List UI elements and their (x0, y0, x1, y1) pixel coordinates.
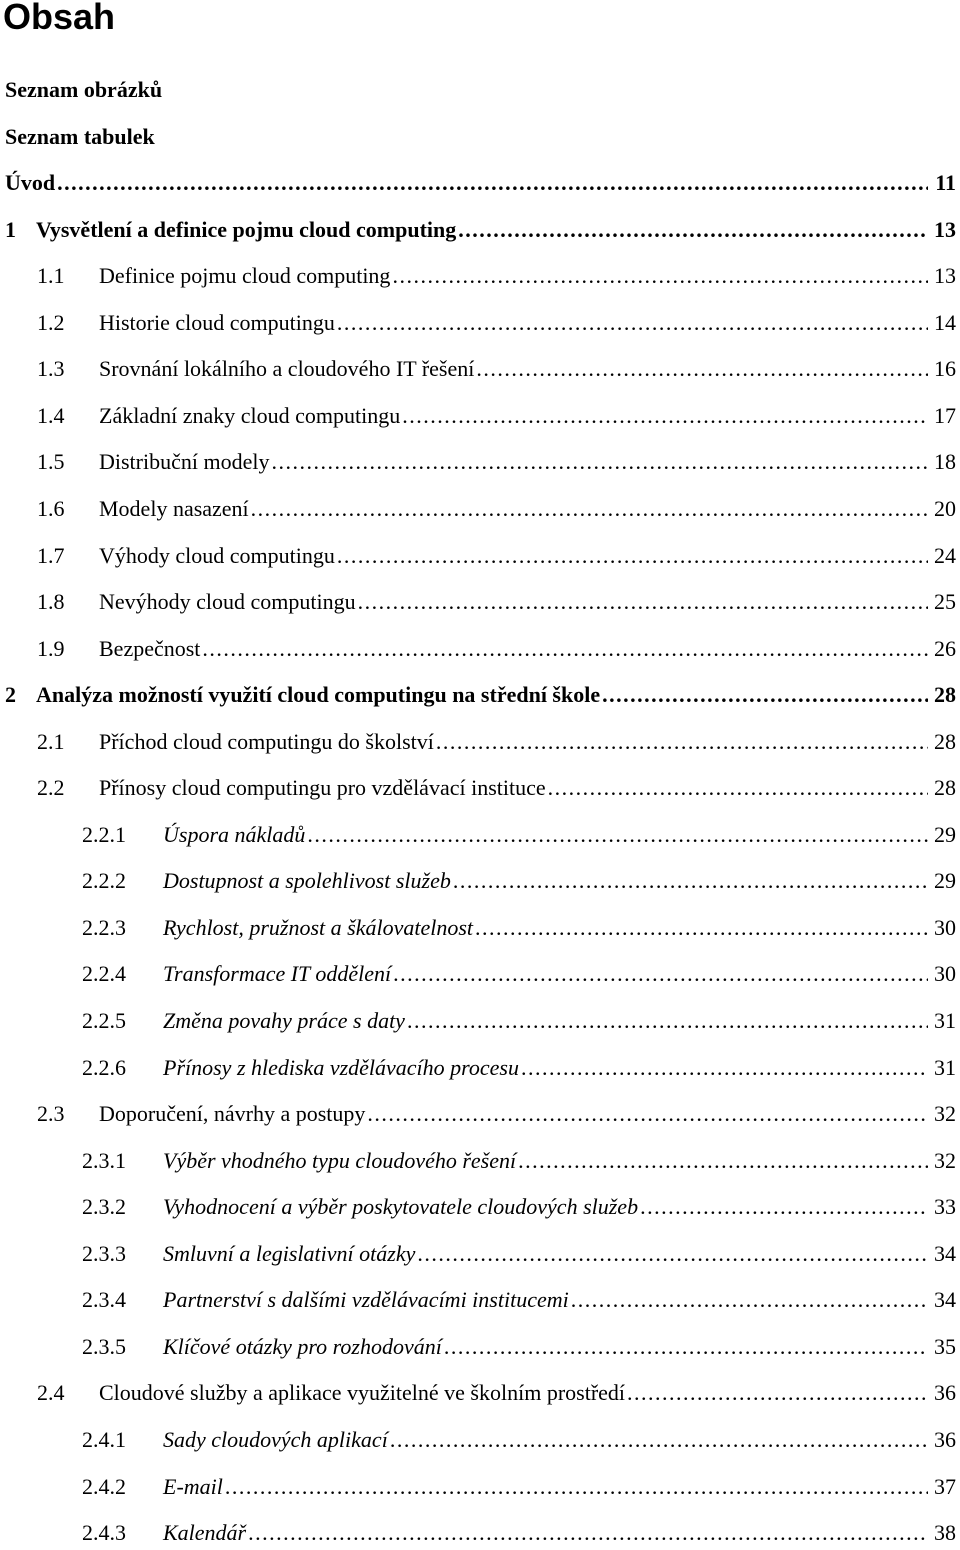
toc-dot-leader (393, 958, 928, 990)
toc-entry-number: 2.3.4 (82, 1287, 126, 1313)
toc-entry-title: Úspora nákladů (163, 821, 306, 847)
toc-page-number: 14 (934, 309, 956, 335)
toc-entry-title: Nevýhody cloud computingu (99, 589, 356, 615)
toc-dot-leader (417, 1238, 928, 1270)
toc-entry-title: Přínosy cloud computingu pro vzdělávací instituce (99, 775, 546, 801)
toc-dot-leader (518, 1145, 928, 1177)
toc-entry-number: 2.2 (37, 775, 65, 801)
toc-page-number: 33 (934, 1194, 956, 1220)
toc-entry-title: Úvod (5, 170, 56, 196)
toc-page-number: 13 (934, 263, 956, 289)
toc-entry-number: 2.3.3 (82, 1240, 126, 1266)
toc-entry-number: 2.2.3 (82, 914, 126, 940)
toc-entry[interactable] (0, 1284, 956, 1316)
toc-page-number: 29 (934, 821, 956, 847)
toc-page-number: 35 (934, 1333, 956, 1359)
toc-entry-title: Dostupnost a spolehlivost služeb (163, 868, 451, 894)
toc-entry[interactable] (0, 121, 956, 153)
toc-entry[interactable] (0, 214, 956, 246)
toc-page-number: 34 (934, 1240, 956, 1266)
page-title: Obsah (3, 0, 116, 37)
toc-entry-title: E-mail (163, 1473, 223, 1499)
toc-dot-leader (571, 1284, 928, 1316)
toc-page-number: 29 (934, 868, 956, 894)
toc-dot-leader (627, 1377, 928, 1409)
toc-entry[interactable] (0, 958, 956, 990)
toc-dot-leader (476, 353, 928, 385)
toc-entry-number: 2.3.1 (82, 1147, 126, 1173)
toc-dot-leader (358, 586, 928, 618)
toc-dot-leader (337, 307, 928, 339)
toc-entry-number: 1.8 (37, 589, 65, 615)
toc-entry-number: 1.1 (37, 263, 65, 289)
toc-page-number: 31 (934, 1008, 956, 1033)
toc-page-number: 24 (934, 542, 956, 568)
toc-entry[interactable] (0, 1331, 956, 1363)
toc-page-number: 30 (934, 914, 956, 940)
toc-entry[interactable] (0, 353, 956, 385)
toc-entry-title: Analýza možností využití cloud computingu na střední škole (36, 682, 601, 708)
toc-dot-leader (548, 772, 928, 804)
toc-entry[interactable] (0, 1052, 956, 1084)
toc-entry-number: 2.3.2 (82, 1194, 126, 1220)
toc-dot-leader (475, 912, 928, 944)
toc-entry-number: 1.6 (37, 495, 65, 521)
toc-entry[interactable] (0, 1238, 956, 1270)
toc-entry-title: Změna povahy práce s daty (163, 1008, 405, 1033)
toc-page-number: 26 (934, 635, 956, 661)
toc-dot-leader (251, 493, 928, 525)
toc-entry[interactable] (0, 493, 956, 525)
toc-entry-title: Definice pojmu cloud computing (99, 263, 391, 289)
toc-page-number: 28 (934, 775, 956, 801)
toc-page-number: 16 (934, 356, 956, 382)
toc-entry-number: 2.2.5 (82, 1008, 126, 1033)
toc-entry[interactable] (0, 167, 956, 199)
toc-entry-title: Bezpečnost (99, 635, 201, 661)
toc-dot-leader (248, 1517, 928, 1549)
toc-entry[interactable] (0, 586, 956, 618)
toc-page-number: 32 (934, 1101, 956, 1127)
toc-entry[interactable] (0, 307, 956, 339)
toc-entry[interactable] (0, 1517, 956, 1549)
toc-entry-title: Historie cloud computingu (99, 309, 335, 335)
toc-page-number: 36 (934, 1426, 956, 1452)
toc-dot-leader (640, 1191, 928, 1223)
toc-page-number: 28 (934, 728, 956, 754)
toc-entry-number: 1 (5, 216, 16, 242)
toc-entry[interactable] (0, 633, 956, 665)
toc-page-number: 31 (934, 1054, 956, 1080)
toc-page-number: 38 (934, 1520, 956, 1546)
toc-entry-number: 2.2.4 (82, 961, 126, 987)
toc-entry-title: Přínosy z hlediska vzdělávacího procesu (163, 1054, 519, 1080)
toc-entry-number: 2.4 (37, 1380, 65, 1406)
toc-entry-title: Vyhodnocení a výběr poskytovatele cloudových služeb (163, 1194, 639, 1220)
toc-dot-leader (444, 1331, 928, 1363)
toc-dot-leader (390, 1424, 928, 1456)
toc-dot-leader (602, 679, 928, 711)
toc-dot-leader (458, 214, 928, 246)
toc-entry[interactable] (0, 726, 956, 758)
toc-entry[interactable] (0, 912, 956, 944)
toc-entry[interactable] (0, 400, 956, 432)
toc-entry-number: 2.2.2 (82, 868, 126, 894)
toc-entry-number: 1.5 (37, 449, 65, 475)
toc-entry-number: 2 (5, 682, 16, 708)
toc-entry[interactable] (0, 446, 956, 478)
toc-entry-title: Klíčové otázky pro rozhodování (163, 1333, 442, 1359)
toc-entry[interactable] (0, 819, 956, 851)
toc-entry[interactable] (0, 1377, 956, 1409)
toc-entry[interactable] (0, 772, 956, 804)
toc-entry-title: Modely nasazení (99, 495, 249, 521)
toc-entry-title: Srovnání lokálního a cloudového IT řešení (99, 356, 475, 382)
toc-dot-leader (337, 540, 928, 572)
toc-dot-leader (271, 446, 928, 478)
toc-dot-leader (407, 1005, 928, 1037)
toc-page-number: 25 (934, 589, 956, 615)
toc-entry-title: Cloudové služby a aplikace využitelné ve školním prostředí (99, 1380, 626, 1406)
toc-entry-number: 2.1 (37, 728, 65, 754)
toc-page-number: 34 (934, 1287, 956, 1313)
toc-dot-leader (521, 1052, 928, 1084)
toc-dot-leader (453, 865, 928, 897)
toc-entry-number: 2.2.1 (82, 821, 126, 847)
toc-entry[interactable] (0, 1145, 956, 1177)
toc-entry[interactable] (0, 1191, 956, 1223)
toc-entry[interactable] (0, 679, 956, 711)
toc-entry-number: 2.2.6 (82, 1054, 126, 1080)
toc-entry-title: Doporučení, návrhy a postupy (99, 1101, 366, 1127)
toc-page-number: 20 (934, 495, 956, 521)
toc-entry-number: 2.4.1 (82, 1426, 126, 1452)
toc-entry-title: Kalendář (163, 1520, 247, 1546)
toc-entry[interactable] (0, 1098, 956, 1130)
toc-entry-title: Seznam obrázků (5, 77, 163, 102)
toc-dot-leader (402, 400, 928, 432)
toc-entry-title: Transformace IT oddělení (163, 961, 392, 987)
toc-page-number: 32 (934, 1147, 956, 1173)
toc-entry-number: 1.9 (37, 635, 65, 661)
toc-entry-title: Rychlost, pružnost a škálovatelnost (163, 914, 474, 940)
toc-entry-number: 1.2 (37, 309, 65, 335)
toc-dot-leader (57, 167, 928, 199)
toc-entry[interactable] (0, 865, 956, 897)
toc-entry[interactable] (0, 1424, 956, 1456)
toc-entry-title: Základní znaky cloud computingu (99, 402, 401, 428)
toc-entry-title: Výběr vhodného typu cloudového řešení (163, 1147, 517, 1173)
toc-entry[interactable] (0, 1005, 956, 1037)
toc-entry-title: Vysvětlení a definice pojmu cloud computing (36, 216, 457, 242)
toc-entry-title: Seznam tabulek (5, 123, 155, 149)
toc-entry-number: 2.4.3 (82, 1520, 126, 1546)
toc-dot-leader (307, 819, 928, 851)
toc-dot-leader (225, 1471, 928, 1503)
toc-entry[interactable] (0, 1471, 956, 1503)
toc-entry-number: 2.4.2 (82, 1473, 126, 1499)
toc-entry-title: Distribuční modely (99, 449, 270, 475)
toc-entry[interactable] (0, 74, 956, 106)
toc-dot-leader (202, 633, 928, 665)
toc-page-number: 37 (934, 1473, 956, 1499)
toc-page-number: 36 (934, 1380, 956, 1406)
toc-page-number: 18 (934, 449, 956, 475)
toc-entry-number: 2.3.5 (82, 1333, 126, 1359)
toc-entry[interactable] (0, 540, 956, 572)
toc-page-number: 17 (934, 402, 956, 428)
toc-entry-number: 2.3 (37, 1101, 65, 1127)
toc-entry-number: 1.3 (37, 356, 65, 382)
toc-page-number: 13 (934, 216, 956, 242)
toc-page-number: 30 (934, 961, 956, 987)
toc-entry-title: Partnerství s dalšími vzdělávacími institucemi (163, 1287, 569, 1313)
toc-entry-number: 1.7 (37, 542, 65, 568)
toc-entry-title: Sady cloudových aplikací (163, 1426, 388, 1452)
toc-dot-leader (392, 260, 928, 292)
toc-entry-number: 1.4 (37, 402, 65, 428)
toc-entry-title: Příchod cloud computingu do školství (99, 728, 434, 754)
toc-entry-title: Smluvní a legislativní otázky (163, 1240, 416, 1266)
toc-page-number: 28 (934, 682, 956, 708)
toc-entry-title: Výhody cloud computingu (99, 542, 335, 568)
toc-page-number: 11 (935, 170, 956, 196)
toc-dot-leader (436, 726, 928, 758)
toc-entry[interactable] (0, 260, 956, 292)
toc-dot-leader (367, 1098, 928, 1130)
